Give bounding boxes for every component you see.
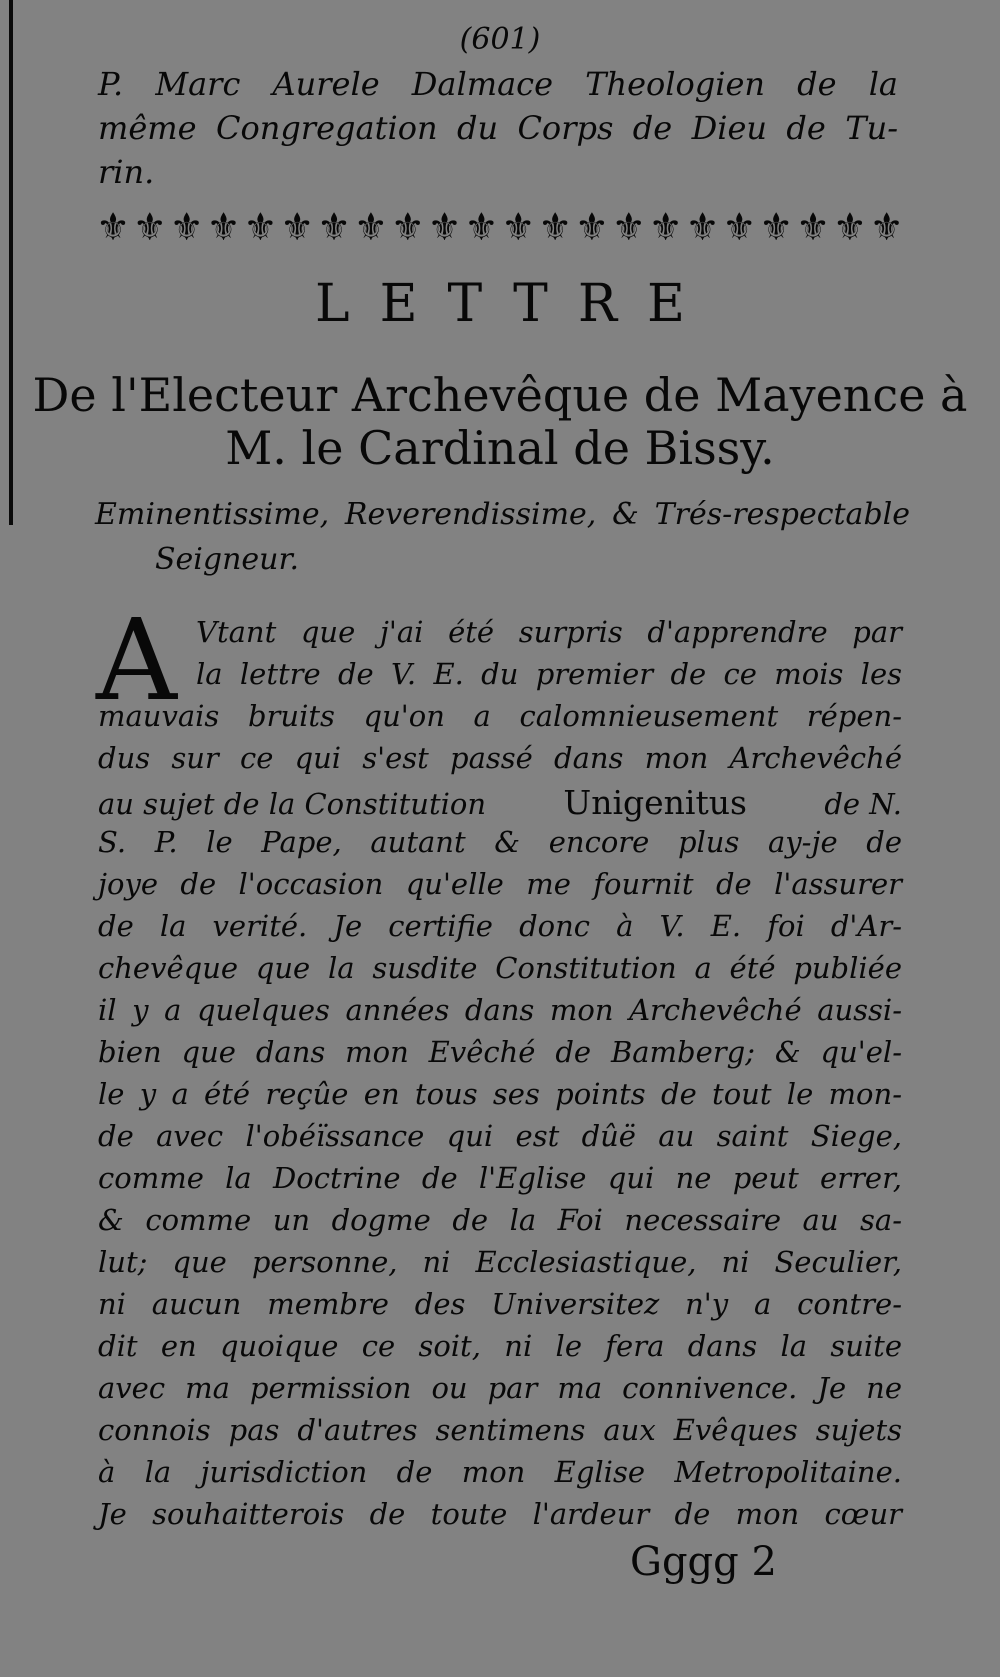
fleur-de-lis-icon: ⚜ <box>685 205 720 249</box>
fleur-de-lis-icon: ⚜ <box>574 205 609 249</box>
body-line-9: chevêque que la susdite Constitution a été publiée <box>98 951 902 985</box>
page-number: (601) <box>459 22 541 57</box>
body-line-14: comme la Doctrine de l'Eglise qui ne peut errer, <box>98 1161 902 1195</box>
body-line-7: joye de l'occasion qu'elle me fournit de l'assurer <box>98 867 902 901</box>
fleur-de-lis-icon: ⚜ <box>95 205 131 249</box>
catchword-signature: Gggg 2 <box>630 1539 777 1585</box>
fleur-de-lis-icon: ⚜ <box>722 205 757 249</box>
fleur-de-lis-icon: ⚜ <box>832 205 867 249</box>
fleur-de-lis-icon: ⚜ <box>280 205 315 249</box>
fleur-de-lis-icon: ⚜ <box>648 205 683 249</box>
body-line-4: dus sur ce qui s'est passé dans mon Archevêché <box>98 741 902 775</box>
fleur-de-lis-icon: ⚜ <box>390 205 425 249</box>
fleur-de-lis-icon: ⚜ <box>611 205 646 249</box>
fleur-de-lis-ornament-band <box>95 205 905 249</box>
body-line-5-text: au sujet de la Constitution <box>98 787 487 821</box>
fleur-de-lis-icon: ⚜ <box>501 205 536 249</box>
fleur-de-lis-icon: ⚜ <box>206 205 241 249</box>
body-line-11: bien que dans mon Evêché de Bamberg; & qu'el- <box>98 1035 902 1069</box>
body-line-5-end: de N. <box>824 787 902 821</box>
header-line-2: même Congregation du Corps de Dieu de Tu- <box>98 109 898 147</box>
body-line-1: Vtant que j'ai été surpris d'apprendre par <box>196 615 902 649</box>
body-line-18: dit en quoique ce soit, ni le fera dans la suite <box>98 1329 902 1363</box>
fleur-de-lis-icon: ⚜ <box>169 205 204 249</box>
body-line-21: à la jurisdiction de mon Eglise Metropolitaine. <box>98 1455 902 1489</box>
body-line-17: ni aucun membre des Universitez n'y a contre- <box>98 1287 902 1321</box>
body-line-20: connois pas d'autres sentimens aux Evêques sujets <box>98 1413 902 1447</box>
letter-title: LETTRE <box>315 274 715 334</box>
fleur-de-lis-icon: ⚜ <box>427 205 462 249</box>
body-line-6: S. P. le Pape, autant & encore plus ay-je de <box>98 825 902 859</box>
body-line-5 <box>98 783 902 822</box>
fleur-de-lis-icon: ⚜ <box>317 205 352 249</box>
subtitle-line-2: M. le Cardinal de Bissy. <box>225 421 775 475</box>
fleur-de-lis-icon: ⚜ <box>869 205 904 249</box>
fleur-de-lis-icon: ⚜ <box>759 205 794 249</box>
fleur-de-lis-icon: ⚜ <box>132 205 167 249</box>
salutation-line-1: Eminentissime, Reverendissime, & Trés-respectable <box>95 497 910 532</box>
fleur-de-lis-icon: ⚜ <box>538 205 573 249</box>
header-line-3: rin. <box>98 153 155 191</box>
subtitle-line-1: De l'Electeur Archevêque de Mayence à <box>32 368 968 422</box>
body-line-16: lut; que personne, ni Ecclesiastique, ni Seculier, <box>98 1245 902 1279</box>
salutation-line-2: Seigneur. <box>155 542 300 577</box>
body-line-22: Je souhaitterois de toute l'ardeur de mon cœur <box>98 1497 902 1531</box>
unigenitus-word: Unigenitus <box>563 783 747 822</box>
fleur-de-lis-icon: ⚜ <box>243 205 278 249</box>
fleur-de-lis-icon: ⚜ <box>464 205 499 249</box>
drop-cap: A <box>96 596 177 726</box>
body-line-10: il y a quelques années dans mon Archevêché aussi- <box>98 993 902 1027</box>
header-line-1: P. Marc Aurele Dalmace Theologien de la <box>98 65 898 103</box>
body-line-13: de avec l'obéïssance qui est dûë au saint Siege, <box>98 1119 902 1153</box>
body-line-15: & comme un dogme de la Foi necessaire au sa- <box>98 1203 902 1237</box>
body-line-8: de la verité. Je certifie donc à V. E. foi d'Ar- <box>98 909 902 943</box>
body-line-19: avec ma permission ou par ma connivence. Je ne <box>98 1371 902 1405</box>
body-line-3: mauvais bruits qu'on a calomnieusement répen- <box>98 699 902 733</box>
body-line-2: la lettre de V. E. du premier de ce mois les <box>196 657 902 691</box>
body-line-12: le y a été reçûe en tous ses points de tout le mon- <box>98 1077 902 1111</box>
fleur-de-lis-icon: ⚜ <box>353 205 388 249</box>
fleur-de-lis-icon: ⚜ <box>795 205 831 249</box>
